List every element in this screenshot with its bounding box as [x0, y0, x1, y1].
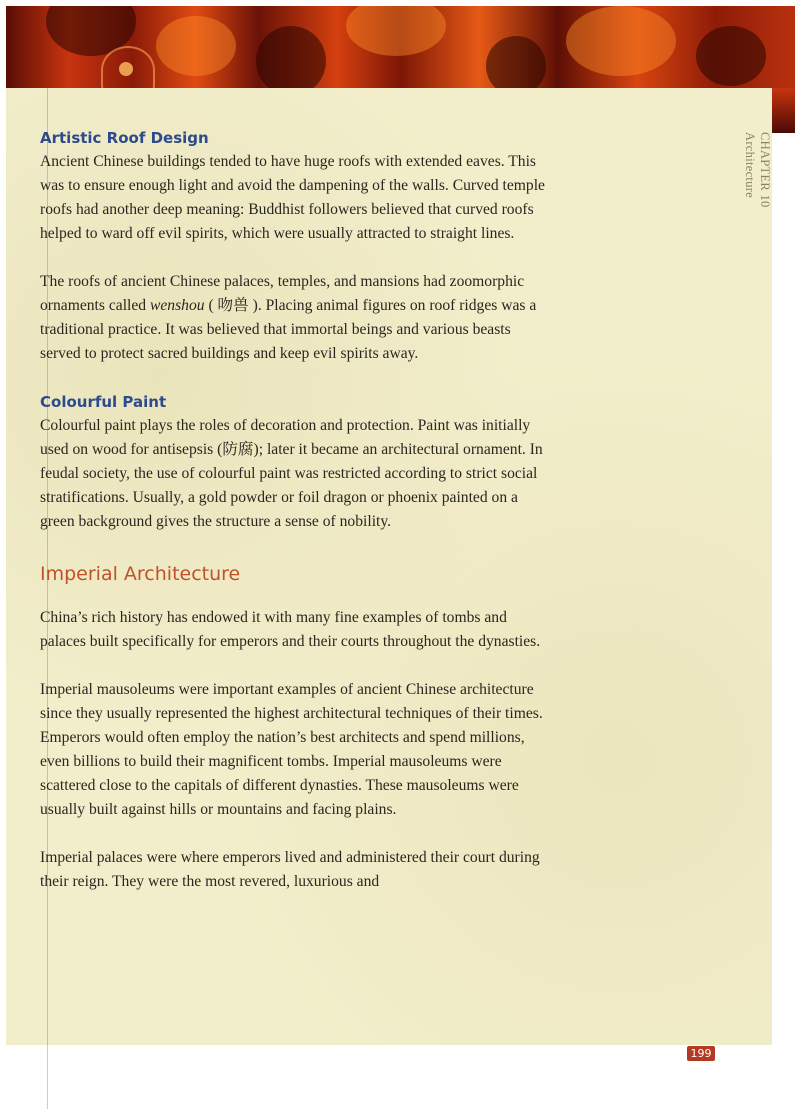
imperial-paragraph-2: Imperial mausoleums were important examples of ancient Chinese architecture since they usually represented the highest architectural techniques of their times. Emperors would often employ the nation’s best architects and spend millions, even billions to build their magnificent tombs. Imperial mausoleums were scattered close to the capitals of different dynasties. These mausoleums were usually built against hills or mountains and facing plains.: [40, 681, 543, 818]
roof-paragraph-2-lead: The roofs of ancient Chinese palaces, temples, and mansions had zoomorphic ornaments called: [40, 273, 525, 314]
roof-design-heading: Artistic Roof Design: [40, 129, 209, 147]
lantern-center-icon: [119, 62, 133, 76]
paint-paragraph: Colourful paint plays the roles of decoration and protection. Paint was initially used on wood for antisepsis (防腐); later it became an architectural ornament. In feudal society, the use of colourful paint was restricted according to strict social stratifications. Usually, a gold powder or foil dragon or phoenix painted on a green background gives the structure a sense of nobility.: [40, 417, 543, 530]
imperial-architecture-title: Imperial Architecture: [40, 563, 241, 585]
chapter-title: Architecture: [743, 132, 757, 199]
page-content: [40, 126, 550, 894]
wenshou-term: wenshou: [149, 297, 205, 314]
page-number-badge: 199: [687, 1046, 715, 1061]
imperial-paragraph-3: Imperial palaces were where emperors lived and administered their court during their reign. They were the most revered, luxurious and: [40, 849, 540, 890]
roof-paragraph-2-rest: ( 吻兽 ). Placing animal figures on roof ridges was a traditional practice. It was believed that immortal beings and various beasts served to protect sacred buildings and keep evil spirits away.: [40, 297, 537, 362]
chapter-number: CHAPTER 10: [758, 132, 772, 208]
imperial-paragraph-1: China’s rich history has endowed it with many fine examples of tombs and palaces built specifically for emperors and their courts throughout the dynasties.: [40, 609, 541, 650]
chapter-label: [742, 132, 772, 208]
colourful-paint-heading: Colourful Paint: [40, 393, 167, 411]
roof-paragraph-1: Ancient Chinese buildings tended to have huge roofs with extended eaves. This was to ensure enough light and avoid the dampening of the walls. Curved temple roofs had another deep meaning: Buddhist followers believed that curved roofs helped to ward off evil spirits, which were usually attracted to straight lines.: [40, 153, 545, 242]
roof-paragraph-2: [40, 270, 550, 366]
banner-edge-image: [770, 88, 795, 133]
header-banner-image: [6, 6, 795, 90]
